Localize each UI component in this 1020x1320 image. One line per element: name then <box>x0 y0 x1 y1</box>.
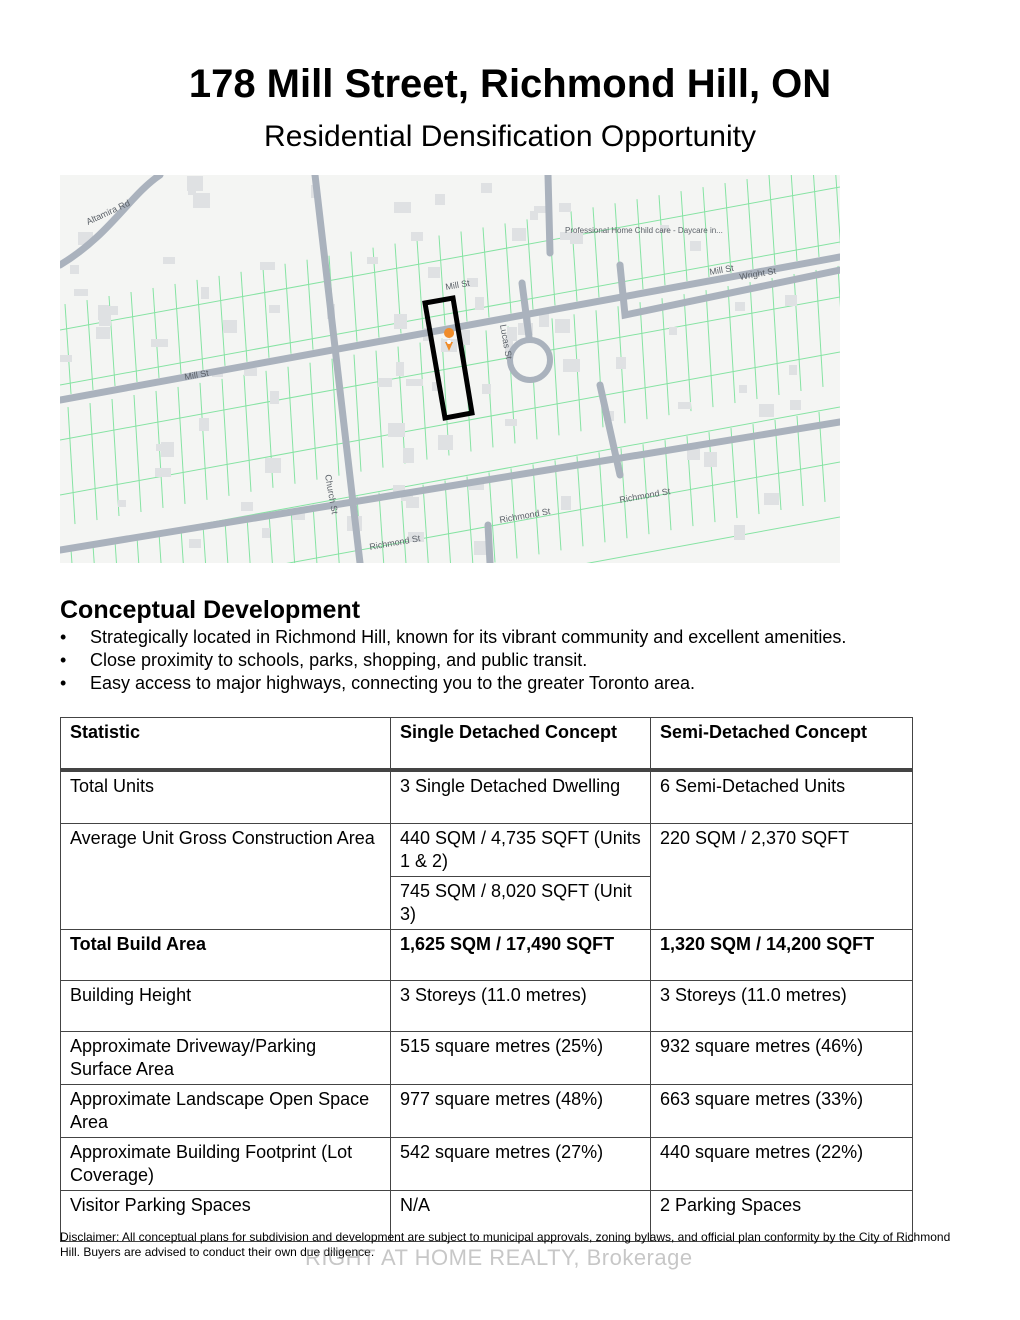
table-row <box>61 1084 913 1137</box>
map-drawing <box>60 175 840 563</box>
building-footprint <box>789 365 797 375</box>
lot-line <box>60 352 840 495</box>
building-footprint <box>759 404 774 417</box>
lot-line <box>420 343 427 460</box>
table-cell: 440 SQM / 4,735 SQFT (Units 1 & 2) <box>391 823 651 876</box>
lot-line <box>310 363 317 480</box>
table-row <box>61 1031 913 1084</box>
building-footprint <box>378 378 392 387</box>
building-footprint <box>669 327 677 335</box>
site-map <box>60 175 840 563</box>
road-altamira-rd <box>60 175 160 265</box>
list-item: • Strategically located in Richmond Hill, known for its vibrant community and excellent amenities. <box>60 626 846 649</box>
building-footprint <box>739 385 747 393</box>
lot-line <box>706 290 713 407</box>
brokerage-watermark: RIGHT AT HOME REALTY, Brokerage <box>305 1245 693 1270</box>
building-footprint <box>241 502 253 511</box>
lot-line <box>200 383 207 500</box>
building-footprint <box>394 202 411 213</box>
building-footprint <box>193 193 210 208</box>
building-footprint <box>678 402 691 409</box>
building-footprint <box>505 419 517 426</box>
building-footprint <box>270 391 279 404</box>
building-footprint <box>512 228 526 241</box>
lot-line <box>728 286 735 403</box>
lot-line <box>241 272 247 362</box>
building-footprint <box>563 359 580 372</box>
column-header: Semi-Detached Concept <box>651 718 913 771</box>
lot-line <box>351 252 357 342</box>
street-label: Lucas St <box>498 323 514 360</box>
table-cell: 1,320 SQM / 14,200 SQFT <box>651 929 913 980</box>
street-label: Church St <box>323 473 340 515</box>
street-label: Mill St <box>444 277 471 292</box>
building-footprint <box>265 458 281 473</box>
lot-line <box>137 537 143 563</box>
lot-line <box>555 460 561 550</box>
lot-line <box>505 223 511 313</box>
building-footprint <box>189 539 201 548</box>
lot-line <box>684 294 691 411</box>
building-footprint <box>367 257 378 264</box>
street-label: Mill St <box>708 262 735 277</box>
table-cell: Average Unit Gross Construction Area <box>61 823 391 929</box>
lot-line <box>577 456 583 546</box>
table-row <box>61 823 913 876</box>
table-cell: 3 Single Detached Dwelling <box>391 770 651 823</box>
building-footprint <box>199 418 209 431</box>
table-row <box>61 770 913 823</box>
table-cell: 440 square metres (22%) <box>651 1137 913 1190</box>
table-cell: 2 Parking Spaces <box>651 1190 913 1241</box>
section-heading: Conceptual Development <box>60 596 361 624</box>
table-row <box>61 1137 913 1190</box>
street-label: Wright St <box>738 265 777 282</box>
column-header: Statistic <box>61 718 391 771</box>
table-cell: Approximate Building Footprint (Lot Coverage) <box>61 1137 391 1190</box>
building-footprint <box>96 327 110 339</box>
building-footprint <box>428 267 440 278</box>
table-cell: 542 square metres (27%) <box>391 1137 651 1190</box>
table-cell: 3 Storeys (11.0 metres) <box>391 980 651 1031</box>
cul-de-sac <box>510 340 550 380</box>
table-cell: 977 square metres (48%) <box>391 1084 651 1137</box>
poi-label: Professional Home Child care - Daycare in... <box>565 226 723 235</box>
building-footprint <box>616 357 626 369</box>
lot-line <box>65 304 71 394</box>
table-cell: Approximate Landscape Open Space Area <box>61 1084 391 1137</box>
building-footprint <box>734 525 745 540</box>
building-footprint <box>118 500 126 507</box>
street-label: Richmond St <box>368 533 422 552</box>
lot-line <box>445 481 451 563</box>
lot-line <box>813 175 819 257</box>
building-footprint <box>561 496 571 510</box>
building-footprint <box>262 528 270 538</box>
lot-line <box>354 355 361 472</box>
building-footprint <box>60 355 72 362</box>
table-cell: N/A <box>391 1190 651 1241</box>
lot-line <box>571 211 577 301</box>
lot-line <box>772 278 779 395</box>
building-footprint <box>687 449 700 460</box>
list-item: • Easy access to major highways, connecting you to the greater Toronto area. <box>60 672 846 695</box>
building-footprint <box>438 435 453 450</box>
lot-line <box>153 288 159 378</box>
building-footprint <box>187 176 203 191</box>
building-footprint <box>406 379 423 386</box>
building-footprint <box>785 295 797 306</box>
table-cell: 515 square metres (25%) <box>391 1031 651 1084</box>
lot-line <box>175 284 181 374</box>
list-item: • Close proximity to schools, parks, shopping, and public transit. <box>60 649 846 672</box>
lot-line <box>263 268 269 358</box>
lot-line <box>439 236 445 326</box>
building-footprint <box>260 262 275 270</box>
lot-line <box>791 175 797 261</box>
table-cell: 6 Semi-Detached Units <box>651 770 913 823</box>
street-label: Richmond St <box>618 486 672 505</box>
lot-line <box>178 387 185 504</box>
lot-line <box>417 240 423 330</box>
lot-line <box>181 529 187 563</box>
lot-line <box>60 187 840 330</box>
lot-line <box>637 199 643 289</box>
lot-line <box>225 521 231 563</box>
lot-line <box>527 219 533 309</box>
table-cell: Total Build Area <box>61 929 391 980</box>
building-footprint <box>151 339 168 347</box>
table-cell: 932 square metres (46%) <box>651 1031 913 1084</box>
table-row <box>61 929 913 980</box>
building-footprint <box>201 287 209 299</box>
lot-line <box>816 270 823 387</box>
lot-line <box>288 367 295 484</box>
building-footprint <box>735 302 745 311</box>
table-row <box>61 980 913 1031</box>
building-footprint <box>388 423 405 437</box>
lot-line <box>423 485 429 563</box>
table-cell: 3 Storeys (11.0 metres) <box>651 980 913 1031</box>
lot-line <box>461 231 467 321</box>
building-footprint <box>555 319 570 333</box>
building-footprint <box>70 265 79 274</box>
lot-line <box>244 375 251 492</box>
table-cell: 663 square metres (33%) <box>651 1084 913 1137</box>
column-header: Single Detached Concept <box>391 718 651 771</box>
lot-line <box>247 517 253 563</box>
building-footprint <box>223 320 237 333</box>
table-cell: 220 SQM / 2,370 SQFT <box>651 823 913 929</box>
building-footprint <box>394 314 407 329</box>
building-footprint <box>764 493 779 505</box>
table-cell: 745 SQM / 8,020 SQFT (Unit 3) <box>391 876 651 929</box>
building-footprint <box>481 183 492 193</box>
lot-line <box>313 505 319 563</box>
lot-line <box>285 264 291 354</box>
lot-line <box>747 179 753 269</box>
street-label: Altamira Rd <box>84 197 132 227</box>
building-footprint <box>475 297 484 310</box>
lot-line <box>222 379 229 496</box>
lot-line <box>750 282 757 399</box>
building-footprint <box>403 448 414 463</box>
street-labels <box>85 198 778 552</box>
building-footprint <box>435 194 445 205</box>
building-footprint <box>790 400 801 410</box>
street-label: Mill St <box>183 367 210 382</box>
lot-lines <box>60 175 840 563</box>
lot-line <box>599 452 605 542</box>
road-lucas-st <box>522 283 530 345</box>
building-footprint <box>704 452 717 467</box>
building-footprint <box>98 305 109 320</box>
lot-line <box>90 403 97 520</box>
lot-line <box>659 195 665 285</box>
building-footprint <box>530 211 538 220</box>
statistics-table <box>60 717 913 1242</box>
lot-line <box>134 395 141 512</box>
lot-line <box>662 298 669 415</box>
lot-line <box>574 314 581 431</box>
building-footprint <box>411 232 423 241</box>
lot-line <box>159 533 165 563</box>
lot-line <box>379 493 385 563</box>
subject-property-outline <box>425 298 472 418</box>
building-footprint <box>155 468 171 477</box>
building-footprint <box>74 289 88 296</box>
lot-line <box>725 183 731 273</box>
table-cell: Total Units <box>61 770 391 823</box>
lot-line <box>681 191 687 281</box>
table-cell: Building Height <box>61 980 391 1031</box>
lot-line <box>131 292 137 382</box>
table-cell: Approximate Driveway/Parking Surface Area <box>61 1031 391 1084</box>
lot-line <box>87 300 93 390</box>
lot-line <box>640 302 647 419</box>
lot-line <box>68 407 75 524</box>
page-subtitle: Residential Densification Opportunity <box>264 120 756 153</box>
road-south-stub <box>488 525 490 563</box>
lot-line <box>112 399 119 516</box>
building-footprint <box>161 442 174 457</box>
lot-line <box>552 318 559 435</box>
bullet-list <box>60 626 846 695</box>
lot-line <box>203 525 209 563</box>
lot-line <box>769 175 775 265</box>
road-north-south-2 <box>548 175 550 253</box>
table-header-row <box>61 718 913 771</box>
building-footprint <box>690 241 701 251</box>
lot-line <box>60 462 840 563</box>
building-footprint <box>269 305 280 313</box>
building-footprint <box>396 362 404 376</box>
lot-line <box>376 351 383 468</box>
building-footprint <box>163 257 175 264</box>
page-title: 178 Mill Street, Richmond Hill, ON <box>188 62 832 106</box>
table-cell: 1,625 SQM / 17,490 SQFT <box>391 929 651 980</box>
disclaimer: Disclaimer: All conceptual plans for subdivision and development are subject to municipal approvals, zoning bylaws, and official plan conformity by the City of Richmond Hill. Buyers are advised to conduct their own due diligence. <box>60 1230 951 1259</box>
lot-line <box>307 260 313 350</box>
street-label: Richmond St <box>498 506 552 525</box>
building-footprint <box>559 203 571 212</box>
table-cell: Visitor Parking Spaces <box>61 1190 391 1241</box>
lot-line <box>593 207 599 297</box>
lot-line <box>838 266 840 383</box>
building-footprint <box>482 384 491 394</box>
